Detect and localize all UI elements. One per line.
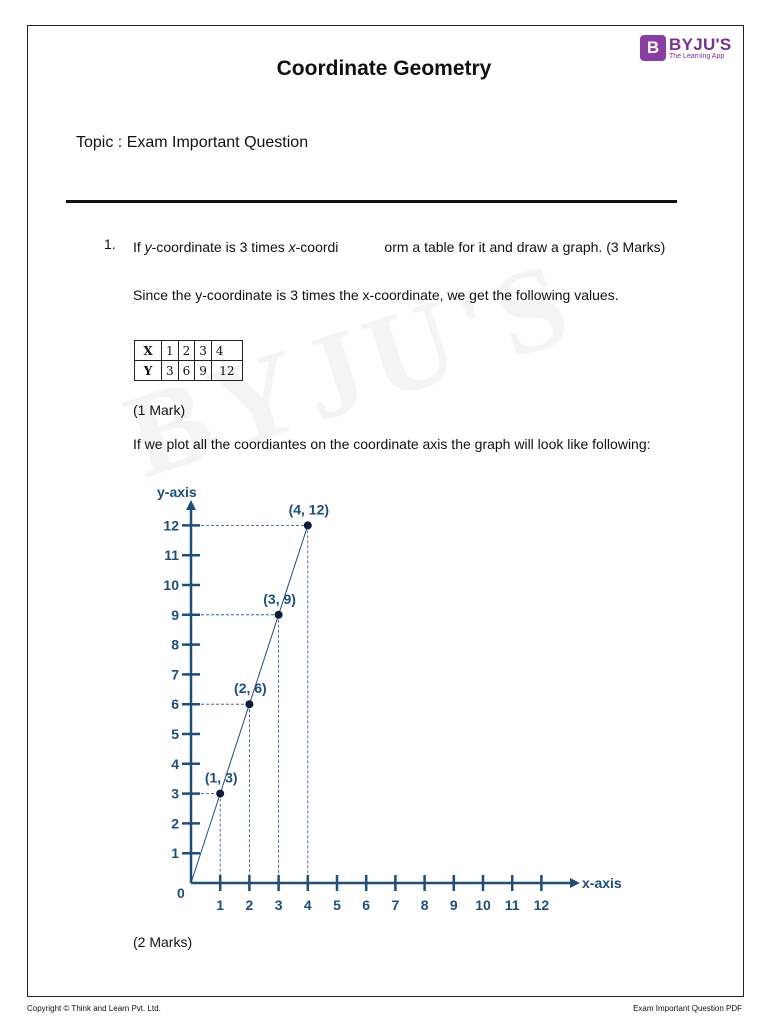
logo-name: BYJU'S (669, 34, 732, 54)
y-axis-arrow (186, 500, 196, 510)
y-tick-label: 5 (171, 726, 179, 742)
question-part4: orm a table for it and draw a graph. (3 Marks) (384, 239, 666, 255)
data-point (275, 611, 283, 619)
table-cell: 4 (211, 341, 242, 361)
table-cell: 6 (178, 361, 195, 381)
question-part2: -coordinate is 3 times (151, 239, 289, 255)
table-cell: 3 (162, 361, 179, 381)
y-tick-label: 10 (163, 577, 179, 593)
x-tick-label: 7 (391, 897, 400, 913)
footer-doc-name: Exam Important Question PDF (633, 1004, 742, 1013)
logo-mark: B (640, 35, 666, 61)
table-cell: 9 (195, 361, 212, 381)
data-point (304, 521, 312, 529)
origin-label: 0 (177, 885, 185, 901)
x-tick-label: 9 (449, 897, 458, 913)
x-tick-label: 1 (216, 897, 225, 913)
data-point-label: (2, 6) (234, 680, 267, 697)
question-part1: If (133, 239, 145, 255)
question-y: y (144, 239, 152, 255)
x-axis-label: x-axis (582, 875, 622, 891)
x-tick-label: 4 (303, 897, 312, 913)
x-tick-label: 6 (362, 897, 371, 913)
footer-copyright: Copyright © Think and Learn Pvt. Ltd. (27, 1004, 161, 1013)
mark-label-1: (1 Mark) (133, 402, 186, 418)
page-title: Coordinate Geometry (276, 57, 492, 80)
topic-line: Topic : Exam Important Question (76, 134, 309, 151)
table-cell: 2 (178, 341, 195, 361)
table-cell: 3 (195, 341, 212, 361)
y-tick-label: 4 (171, 755, 179, 772)
x-tick-label: 10 (475, 897, 491, 913)
y-axis-label: y-axis (157, 484, 197, 500)
question-x: x (288, 239, 296, 255)
explanation-text: Since the y-coordinate is 3 times the x-coordinate, we get the following values. (133, 287, 619, 303)
data-point (245, 700, 253, 708)
x-tick-label: 3 (274, 897, 283, 913)
table-cell: 12 (211, 361, 242, 381)
question-number: 1. (104, 236, 116, 252)
y-tick-label: 6 (171, 696, 179, 713)
data-point-label: (3, 9) (263, 590, 296, 607)
table-cell: Y (135, 361, 162, 381)
y-tick-label: 2 (171, 815, 179, 832)
x-tick-label: 11 (504, 897, 520, 913)
logo-tagline: The Learning App (669, 52, 725, 60)
x-tick-label: 12 (533, 897, 550, 913)
y-tick-label: 8 (171, 636, 179, 653)
y-tick-label: 7 (171, 666, 179, 683)
x-tick-label: 5 (333, 897, 341, 913)
x-tick-label: 2 (245, 897, 254, 913)
x-axis-arrow (570, 878, 580, 888)
table-cell: 1 (162, 341, 179, 361)
data-point-label: (4, 12) (288, 501, 330, 518)
data-point-label: (1, 3) (204, 769, 238, 786)
y-tick-label: 11 (164, 547, 179, 564)
y-tick-label: 3 (171, 785, 179, 802)
y-tick-label: 9 (171, 606, 179, 623)
x-tick-label: 8 (420, 897, 429, 913)
mark-label-2: (2 Marks) (133, 934, 193, 950)
y-tick-label: 12 (163, 517, 179, 534)
y-tick-label: 1 (171, 845, 179, 862)
data-point (216, 790, 224, 798)
table-cell: X (135, 341, 162, 361)
plot-intro-text: If we plot all the coordiantes on the coordinate axis the graph will look like following: (133, 436, 651, 452)
question-part3: -coordi (295, 239, 339, 255)
